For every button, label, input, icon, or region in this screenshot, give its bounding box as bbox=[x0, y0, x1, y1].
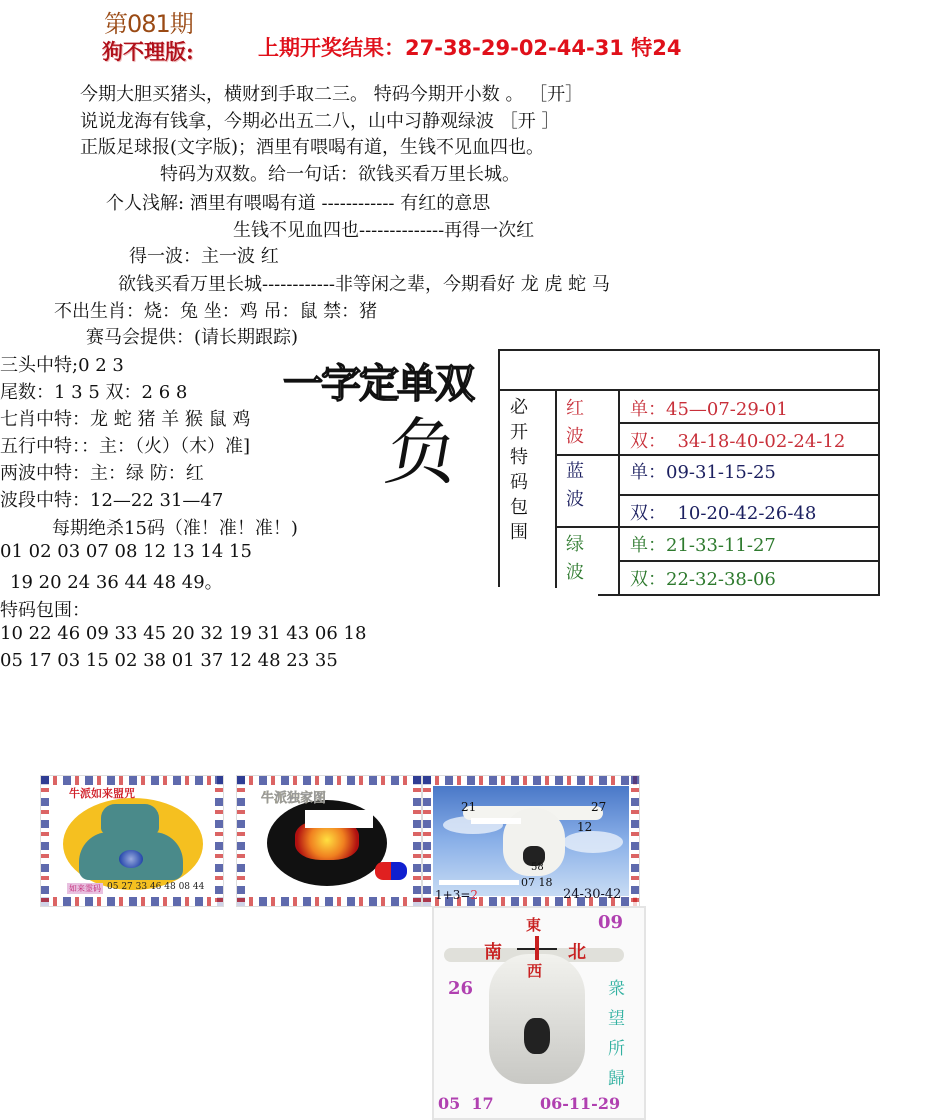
analysis-line-6: 赛马会提供：(请长期跟踪) bbox=[86, 327, 299, 348]
skull-sky-image bbox=[422, 775, 640, 907]
skull-compass-image bbox=[432, 906, 646, 1120]
blue-even: 双： 10-20-42-26-48 bbox=[630, 503, 817, 524]
wave-red-label: 红 波 bbox=[566, 398, 584, 447]
verse-line-4: 特码为双数。给一句话：欲钱买看万里长城。 bbox=[160, 164, 520, 185]
buddha-footer-label: 如来霊码 bbox=[69, 884, 101, 893]
compass-west: 西 bbox=[527, 962, 543, 980]
verse-line-1: 今期大胆买猪头，横财到手取二三。 特码今期开小数 。 ［开］ bbox=[80, 84, 584, 105]
green-odd: 单：21-33-11-27 bbox=[630, 535, 776, 556]
skull1-n5: 07 18 bbox=[521, 876, 553, 889]
last-result-label: 上期开奖结果： bbox=[258, 36, 405, 60]
last-result-numbers: 27-38-29-02-44-31 bbox=[405, 36, 624, 60]
skull2-top-num: 09 bbox=[598, 912, 624, 933]
wave-green-label: 绿 波 bbox=[566, 534, 584, 583]
skull1-n2: 27 bbox=[591, 800, 607, 814]
green-even: 双：22-32-38-06 bbox=[630, 569, 776, 590]
wave-blue-label: 蓝 波 bbox=[566, 461, 584, 510]
buddha-title: 牛派如来盟咒 bbox=[69, 787, 135, 800]
skull1-n3: 12 bbox=[577, 820, 593, 834]
skull1-tail: 24-30-42 bbox=[563, 887, 622, 902]
edition-label: 狗不理版: bbox=[102, 39, 194, 64]
pick-zodiac: 七肖中特：龙 蛇 猪 羊 猴 鼠 鸡 bbox=[0, 409, 251, 430]
pick-head: 三头中特;0 2 3 bbox=[0, 355, 124, 376]
wave-table bbox=[498, 349, 880, 596]
skull1-formula: 1+3=2 bbox=[435, 888, 479, 902]
compass-south: 南 bbox=[484, 942, 502, 963]
analysis-line-2: 生钱不见血四也--------------再得一次红 bbox=[233, 220, 535, 241]
big-char: 负 bbox=[379, 410, 467, 494]
kill-row-1: 01 02 03 07 08 12 13 14 15 bbox=[0, 541, 252, 562]
pick-element: 五行中特：：主：（火）（木）准] bbox=[0, 436, 251, 457]
last-result-special: 特24 bbox=[631, 36, 682, 60]
buddha-image bbox=[40, 775, 224, 907]
skull2-bottom-left: 05 17 bbox=[438, 1094, 494, 1113]
verse-line-2: 说说龙海有钱拿，今期必出五二八，山中习静观绿波 ［开 ］ bbox=[80, 111, 560, 132]
flame-title: 牛派独家图 bbox=[261, 791, 327, 806]
analysis-line-3: 得一波：主一波 红 bbox=[129, 246, 279, 267]
issue-number: 第081期 bbox=[104, 10, 193, 38]
verse-line-3: 正版足球报(文字版)；酒里有喂喝有道，生钱不见血四也。 bbox=[80, 137, 545, 158]
big-title: 一字定单双 bbox=[283, 360, 473, 407]
special-title: 特码包围： bbox=[0, 600, 90, 621]
skull1-n4: 58 bbox=[531, 862, 544, 873]
pick-tail: 尾数：1 3 5 双：2 6 8 bbox=[0, 382, 188, 403]
skull2-left-num: 26 bbox=[448, 978, 474, 999]
last-result bbox=[258, 32, 681, 62]
compass-east: 東 bbox=[526, 916, 542, 934]
kill-title: 每期绝杀15码（准！准！准！) bbox=[52, 518, 298, 539]
analysis-line-1: 个人浅解: 酒里有喂喝有道 ------------ 有红的意思 bbox=[106, 193, 491, 214]
flame-image bbox=[236, 775, 422, 907]
compass-north: 北 bbox=[568, 942, 586, 963]
skull2-side-text: 衆 望 所 歸 bbox=[608, 979, 625, 1089]
blue-odd: 单：09-31-15-25 bbox=[630, 462, 776, 483]
side-label: 必 开 特 码 包 围 bbox=[510, 397, 528, 543]
skull2-bottom-right: 06-11-29 bbox=[540, 1094, 621, 1113]
special-row-1: 10 22 46 09 33 45 20 32 19 31 43 06 18 bbox=[0, 623, 367, 644]
analysis-line-5: 不出生肖：烧：兔 坐：鸡 吊：鼠 禁：猪 bbox=[54, 301, 378, 322]
special-row-2: 05 17 03 15 02 38 01 37 12 48 23 35 bbox=[0, 650, 338, 671]
pick-range: 波段中特：12—22 31—47 bbox=[0, 490, 224, 511]
analysis-line-4: 欲钱买看万里长城------------非等闲之辈，今期看好 龙 虎 蛇 马 bbox=[118, 274, 610, 295]
kill-row-2: 19 20 24 36 44 48 49。 bbox=[10, 572, 223, 593]
skull1-n1: 21 bbox=[461, 800, 477, 814]
pick-wave: 两波中特：主：绿 防：红 bbox=[0, 463, 204, 484]
red-even: 双： 34-18-40-02-24-12 bbox=[630, 431, 846, 452]
red-odd: 单：45—07-29-01 bbox=[630, 399, 788, 420]
buddha-footer-numbers: 05 27 33 46 48 08 44 bbox=[107, 882, 205, 892]
